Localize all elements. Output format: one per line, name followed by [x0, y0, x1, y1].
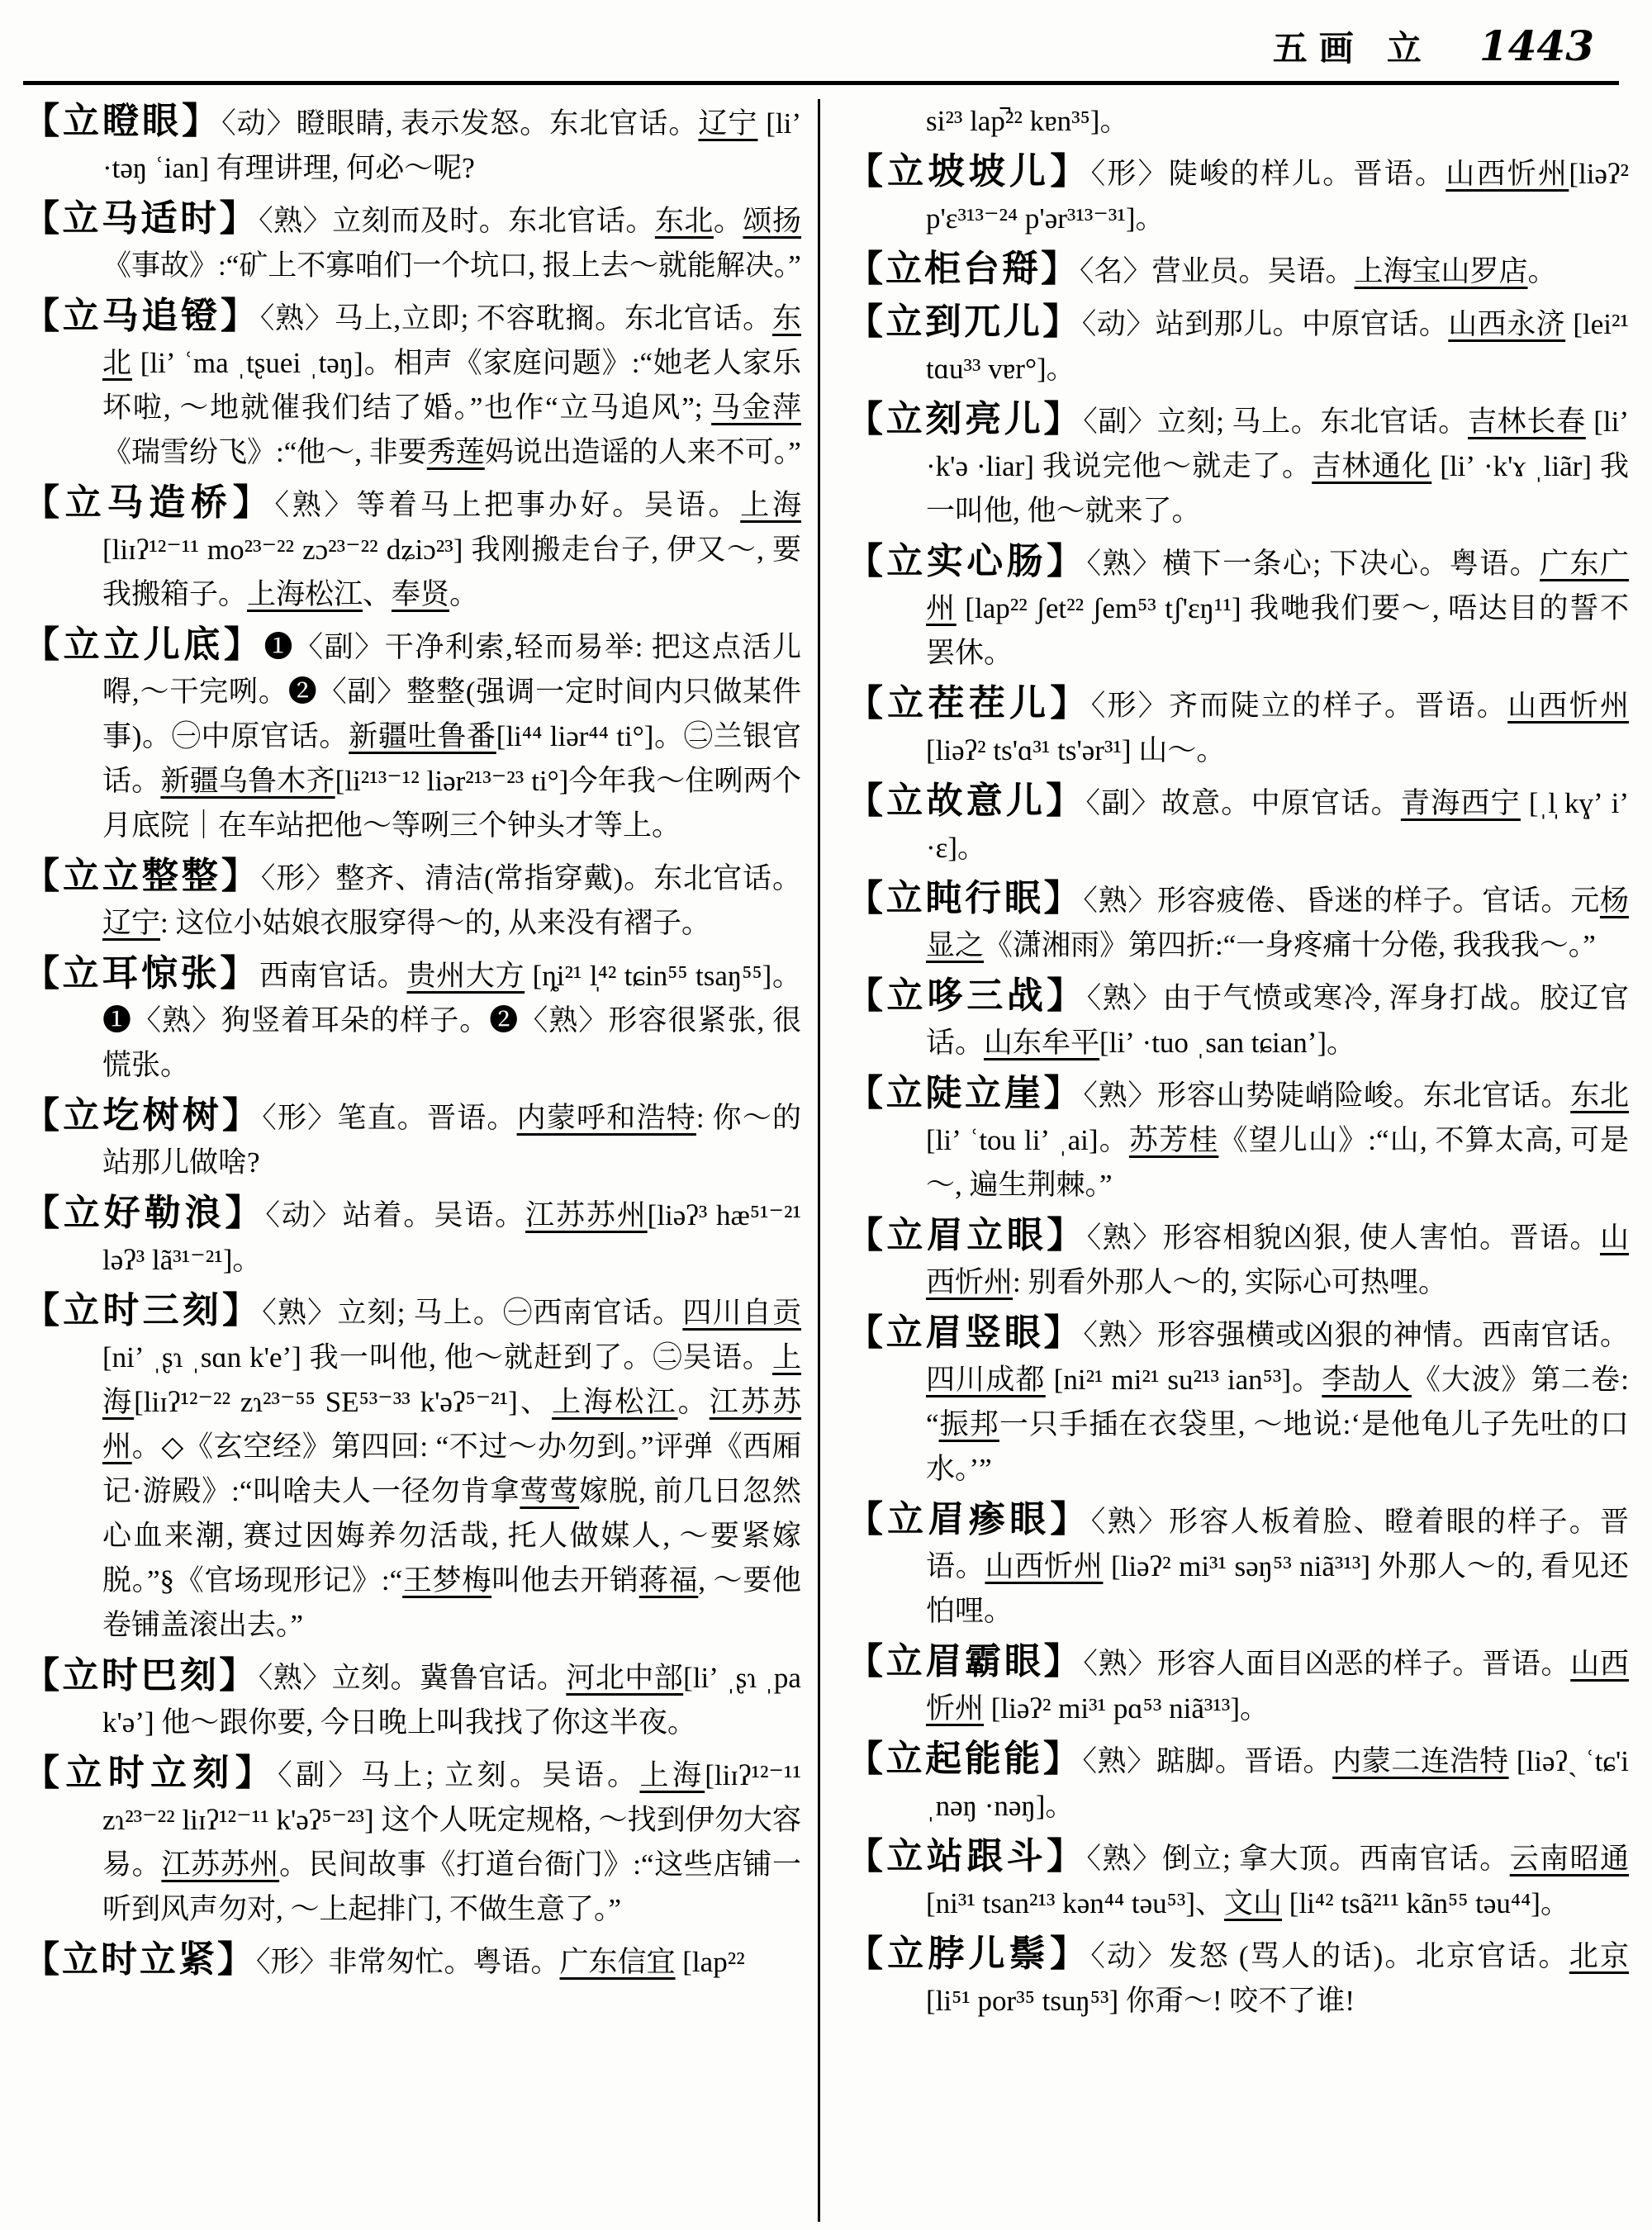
page-header: [0, 21, 1619, 71]
proper-noun: 马金萍: [711, 391, 801, 424]
entry-headword: 【立马适时】: [23, 198, 259, 239]
proper-noun: 河北中部: [566, 1662, 684, 1694]
dict-entry: 【立眉立眼】〈熟〉形容相貌凶狠, 使人害怕。晋语。山西忻州: 别看外那人～的, 实际心可热哩。: [847, 1215, 1629, 1298]
entry-headword: 【立故意儿】: [847, 780, 1086, 821]
right-column: [820, 99, 1629, 2222]
proper-noun: 贵州大方: [406, 960, 525, 992]
dict-entry: 【立时巴刻】〈熟〉立刻。冀鲁官话。河北中部[liʼ ˌʂɿ ˌpa k'əʼ] 他～跟你要, 今日晚上叫我找了你这半夜。: [23, 1655, 801, 1739]
dict-entry: 【立圪树树】〈形〉笔直。晋语。内蒙呼和浩特: 你～的站那儿做啥?: [23, 1095, 801, 1179]
proper-noun: 江苏苏州: [161, 1848, 280, 1881]
header-rule-line: [23, 81, 1619, 85]
entry-headword: 【立立整整】: [23, 856, 261, 896]
dict-entry: 【立立整整】〈形〉整齐、清洁(常指穿戴)。东北官话。辽宁: 这位小姑娘衣服穿得～的, 从来没有褶子。: [23, 856, 802, 939]
dict-entry: 【立脖儿鬃】〈动〉发怒 (骂人的话)。北京官话。北京 [li⁵¹ por³⁵ tsuŋ⁵³] 你甭～! 咬不了谁!: [847, 1933, 1629, 2017]
dict-entry: 【立陡立崖】〈熟〉形容山势陡峭险峻。东北官话。东北 [liʼ ʿtou liʼ ˌai]。苏芳桂《望儿山》:“山, 不算太高, 可是～, 遍生荆棘。”: [847, 1073, 1629, 1201]
proper-noun: 上海松江: [247, 578, 363, 610]
dict-entry: 【立马造桥】〈熟〉等着马上把事办好。吴语。上海 [liɪʔ¹²⁻¹¹ mo²³⁻²² zɔ²³⁻²² dʑiɔ²³] 我刚搬走台子, 伊又～, 要我搬箱子。上海松江、奉贤。: [23, 482, 801, 610]
dict-entry: 【立马追镫】〈熟〉马上,立即; 不容耽搁。东北官话。东北 [liʼ ʿma ˌtʂuei ˌtəŋ]。相声《家庭问题》:“她老人家乐坏啦, ～地就催我们结了婚。”也作“立马追风”; 马金萍《瑞雪纷飞》:“他～, 非要秀莲妈说出造谣的人来不可。”: [23, 296, 802, 468]
entry-headword: 【立刻亮儿】: [847, 399, 1084, 439]
entry-headword: 【立眉竖眼】: [847, 1312, 1084, 1353]
entry-headword: 【立起能能】: [847, 1739, 1083, 1779]
dict-entry: 【立时立紧】〈形〉非常匆忙。粤语。广东信宜 [lap²²: [23, 1939, 745, 1980]
proper-noun: 辽宁: [102, 907, 161, 939]
entry-headword: 【立耳惊张】: [23, 953, 260, 994]
proper-noun: 吉林长春: [1467, 406, 1586, 438]
dict-entry: 【立马适时】〈熟〉立刻而及时。东北官话。东北。颂扬《事故》:“矿上不寡咱们一个坑口, 报上去～就能解决。”: [23, 198, 801, 282]
proper-noun: 北京: [1569, 1940, 1629, 1972]
column-continuation: si²³ lap̚²² kɐn³⁵]。: [926, 105, 1129, 137]
proper-noun: 上海宝山罗店: [1354, 255, 1528, 287]
proper-noun: 山西忻州: [926, 1648, 1629, 1725]
entry-headword: 【立眉立眼】: [847, 1215, 1087, 1255]
entry-headword: 【立柜台搿】: [847, 249, 1080, 289]
proper-noun: 莺莺: [520, 1475, 580, 1507]
proper-noun: 苏芳桂: [1128, 1124, 1219, 1156]
entry-headword: 【立盹行眠】: [847, 878, 1084, 918]
proper-noun: 李劼人: [1322, 1364, 1412, 1396]
dict-entry: 【立茬茬儿】〈形〉齐而陡立的样子。晋语。山西忻州[liəʔ² ts'ɑ³¹ ts'ər³¹] 山～。: [847, 683, 1629, 766]
proper-noun: 青海西宁: [1400, 787, 1521, 819]
entry-headword: 【立眉霸眼】: [847, 1641, 1084, 1682]
entry-headword: 【立到兀儿】: [847, 301, 1082, 342]
proper-noun: 杨显之: [926, 885, 1629, 961]
proper-noun: 文山: [1224, 1887, 1283, 1919]
proper-noun: 蒋福: [638, 1564, 699, 1597]
page-number: 1443: [1479, 21, 1594, 70]
dict-entry: 【立眉霸眼】〈熟〉形容人面目凶恶的样子。晋语。山西忻州 [liəʔ² mi³¹ pɑ⁵³ niã³¹³]。: [847, 1641, 1629, 1725]
proper-noun: 上海松江: [552, 1386, 678, 1418]
proper-noun: 新疆乌鲁木齐: [160, 765, 335, 797]
entry-headword: 【立好勒浪】: [23, 1193, 266, 1233]
section-title: 五画: [1272, 31, 1365, 69]
proper-noun: 山西永济: [1448, 308, 1566, 340]
proper-noun: 江苏苏州: [102, 1386, 801, 1463]
entry-headword: 【立立儿底】: [23, 624, 264, 665]
dict-entry: 【立实心肠】〈熟〉横下一条心; 下决心。粤语。广东广州 [lap²² ʃet²² ʃem⁵³ tʃ'ɛŋ¹¹] 我哋我们要～, 唔达目的誓不罢休。: [847, 541, 1629, 669]
proper-noun: 云南昭通: [1509, 1843, 1629, 1875]
entry-headword: 【立马造桥】: [23, 482, 275, 523]
entry-headword: 【立实心肠】: [847, 541, 1087, 581]
dict-entry: 【立故意儿】〈副〉故意。中原官话。青海西宁 [ˌl̩ kɣʼ iʼ ·ɛ]。: [847, 780, 1629, 864]
entry-headword: 【立脖儿鬃】: [847, 1933, 1091, 1974]
dict-entry: 【立瞪眼】〈动〉瞪眼睛, 表示发怒。东北官话。辽宁 [liʼ ·təŋ ʿian] 有理讲理, 何必～呢?: [23, 101, 801, 184]
dict-entry: 【立哆三战】〈熟〉由于气愤或寒冷, 浑身打战。胶辽官话。山东牟平[liʼ ·tuo ˌsan tɕianʼ]。: [847, 975, 1629, 1059]
dict-entry: 【立眉瘆眼】〈熟〉形容人板着脸、瞪着眼的样子。晋语。山西忻州 [liəʔ² mi³¹ səŋ⁵³ niã³¹³] 外那人～的, 看见还怕哩。: [847, 1499, 1629, 1627]
proper-noun: 四川成都: [926, 1364, 1046, 1396]
dict-entry: 【立柜台搿】〈名〉营业员。吴语。上海宝山罗店。: [847, 249, 1557, 289]
proper-noun: 上海: [102, 1341, 801, 1418]
dict-entry: 【立到兀儿】〈动〉站到那儿。中原官话。山西永济 [lei²¹ tɑu³³ vɐr°]。: [847, 301, 1629, 385]
proper-noun: 东北: [102, 302, 802, 379]
proper-noun: 广东广州: [926, 548, 1629, 624]
entry-headword: 【立时巴刻】: [23, 1655, 259, 1696]
left-column: [23, 99, 818, 2222]
entry-headword: 【立瞪眼】: [23, 101, 222, 141]
proper-noun: 吉林通化: [1312, 450, 1432, 482]
proper-noun: 内蒙呼和浩特: [516, 1102, 696, 1134]
proper-noun: 东北: [1570, 1079, 1629, 1112]
proper-noun: 山西忻州: [1507, 690, 1629, 722]
two-column-body: [23, 99, 1629, 2222]
dict-entry: 【立好勒浪】〈动〉站着。吴语。江苏苏州[liəʔ³ hæ⁵¹⁻²¹ ləʔ³ lã³¹⁻²¹]。: [23, 1193, 801, 1276]
entry-headword: 【立时立刻】: [23, 1753, 278, 1793]
entry-headword: 【立圪树树】: [23, 1095, 263, 1136]
proper-noun: 秀莲: [426, 436, 485, 468]
proper-noun: 上海: [740, 489, 801, 521]
dict-entry: 【立起能能】〈熟〉踮脚。晋语。内蒙二连浩特 [liəʔˎ ʿtɕ'i ˌnəŋ ·nəŋ]。: [847, 1739, 1629, 1822]
proper-noun: 江苏苏州: [525, 1199, 648, 1231]
entry-headword: 【立时三刻】: [23, 1290, 263, 1331]
dict-entry: 【立时三刻】〈熟〉立刻; 马上。㊀西南官话。四川自贡 [niʼ ˌʂɿ ˌsɑn k'eʼ] 我一叫他, 他～就赶到了。㊁吴语。上海[liɪʔ¹²⁻²² zɿ²³⁻⁵⁵ SE⁵³⁻³³ k'əʔ⁵⁻²¹]、上海松江。江苏苏州。◇《玄空经》第四回: “不过～办勿到。”评弹《西厢记·游殿》:“叫啥夫人一径勿肯拿莺莺嫁脱, 前几日忽然心血来潮, 赛过因娒养勿活哉, 托人做媒人, ～要紧嫁脱。”§《官场现形记》:“王梦梅叫他去开销蒋福, ～要他卷铺盖滚出去。”: [23, 1290, 801, 1641]
proper-noun: 山西忻州: [1446, 158, 1569, 190]
proper-noun: 王梦梅: [402, 1564, 492, 1597]
dict-entry: 【立盹行眠】〈熟〉形容疲倦、昏迷的样子。官话。元杨显之《潇湘雨》第四折:“一身疼痛十分倦, 我我我～。”: [847, 878, 1629, 961]
proper-noun: 四川自贡: [682, 1297, 801, 1329]
dict-entry: 【立坡坡儿】〈形〉陡峻的样儿。晋语。山西忻州[liəʔ² p'ɛ³¹³⁻²⁴ p'ər³¹³⁻³¹]。: [847, 151, 1629, 235]
entry-headword: 【立茬茬儿】: [847, 683, 1091, 724]
dict-entry: 【立时立刻】〈副〉马上; 立刻。吴语。上海[liɪʔ¹²⁻¹¹ zɿ²³⁻²² liɪʔ¹²⁻¹¹ k'əʔ⁵⁻²³] 这个人呒定规格, ～找到伊勿大容易。江苏苏州。民间故事《打道台衙门》:“这些店铺一听到风声勿对, ～上起排门, 不做生意了。”: [23, 1753, 801, 1925]
entry-headword: 【立站跟斗】: [847, 1836, 1087, 1877]
proper-noun: 山西忻州: [926, 1222, 1629, 1298]
dict-entry: 【立站跟斗】〈熟〉倒立; 拿大顶。西南官话。云南昭通 [ni³¹ tsan²¹³ kən⁴⁴ təu⁵³]、文山 [li⁴² tsã²¹¹ kãn⁵⁵ təu⁴⁴]。: [847, 1836, 1629, 1919]
dict-entry: 【立立儿底】❶〈副〉干净利索,轻而易举: 把这点活儿嘚,～干完咧。❷〈副〉整整(强调一定时间内只做某件事)。㊀中原官话。新疆吐鲁番[li⁴⁴ liər⁴⁴ ti°]。㊁兰银官话。新疆乌鲁木齐[li²¹³⁻¹² liər²¹³⁻²³ ti°]今年我～住咧两个月底院｜在车站把他～等咧三个钟头才等上。: [23, 624, 802, 842]
proper-noun: 山西忻州: [985, 1550, 1104, 1582]
radical-character: 立: [1386, 31, 1422, 69]
proper-noun: 辽宁: [698, 107, 758, 140]
entry-headword: 【立时立紧】: [23, 1939, 256, 1980]
proper-noun: 内蒙二连浩特: [1332, 1745, 1509, 1777]
proper-noun: 广东信宜: [559, 1946, 676, 1978]
entry-headword: 【立马追镫】: [23, 296, 260, 336]
entry-headword: 【立陡立崖】: [847, 1073, 1084, 1113]
dict-entry: 【立刻亮儿】〈副〉立刻; 马上。东北官话。吉林长春 [liʼ ·k'ə ·liar] 我说完他～就走了。吉林通化 [liʼ ·k'ɤ ˌliãr] 我一叫他, 他～就来了。: [847, 399, 1630, 527]
entry-headword: 【立哆三战】: [847, 975, 1087, 1016]
proper-noun: 颂扬: [743, 205, 801, 237]
proper-noun: 上海: [639, 1759, 705, 1791]
dict-entry: 【立耳惊张】西南官话。贵州大方 [ȵi²¹ l̩⁴² tɕin⁵⁵ tsaŋ⁵⁵]。❶〈熟〉狗竖着耳朵的样子。❷〈熟〉形容很紧张, 很慌张。: [23, 953, 801, 1081]
entry-headword: 【立眉瘆眼】: [847, 1499, 1091, 1540]
proper-noun: 山东牟平: [984, 1027, 1100, 1059]
proper-noun: 东北: [654, 205, 714, 237]
proper-noun: 奉贤: [392, 578, 450, 610]
proper-noun: 新疆吐鲁番: [349, 720, 496, 752]
entry-headword: 【立坡坡儿】: [847, 151, 1091, 192]
dict-entry: 【立眉竖眼】〈熟〉形容强横或凶狠的神情。西南官话。四川成都 [ni²¹ mi²¹ su²¹³ ian⁵³]。李劼人《大波》第二卷:“振邦一只手插在衣袋里, ～地说:‘是他龟儿子先吐的口水。’”: [847, 1312, 1629, 1485]
proper-noun: 振邦: [938, 1408, 999, 1440]
